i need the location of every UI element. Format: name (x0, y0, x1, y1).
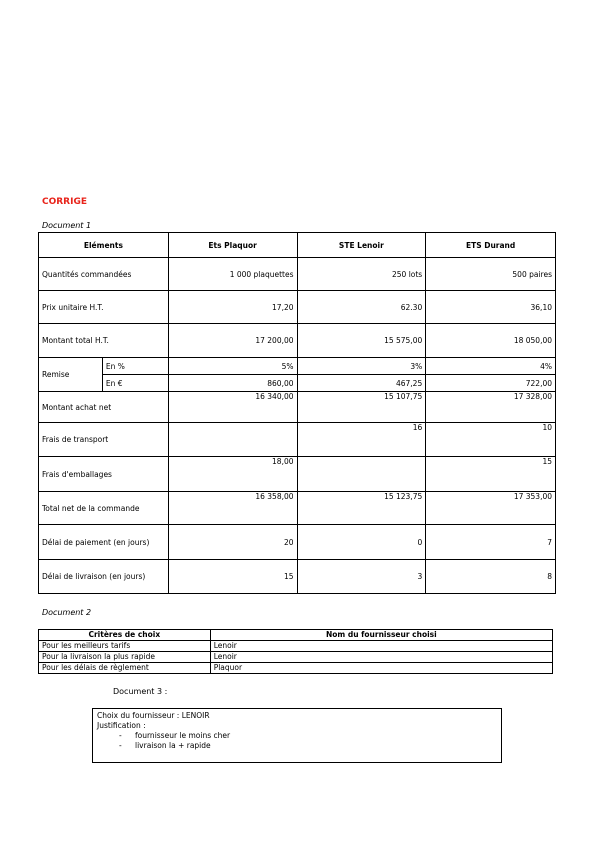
supplier-comparison-table (38, 232, 556, 594)
criteria-cell: Pour la livraison la plus rapide (39, 652, 211, 663)
table-row (39, 492, 556, 525)
cell-value (168, 423, 297, 457)
cell-value: 17 328,00 (426, 392, 556, 423)
cell-value: 17,20 (168, 291, 297, 324)
supplier-cell: Lenoir (210, 641, 552, 652)
table-row (39, 525, 556, 560)
row-label: Montant achat net (39, 392, 169, 423)
document-1-label: Document 1 (42, 221, 92, 230)
cell-value: 8 (426, 560, 556, 594)
document-3-label: Document 3 : (113, 687, 168, 696)
cell-value: 17 353,00 (426, 492, 556, 525)
supplier-choice-table (38, 629, 553, 674)
row-label: Frais d'emballages (39, 457, 169, 492)
table-row (39, 663, 553, 674)
document-2-label: Document 2 (42, 608, 92, 617)
cell-value: 16 340,00 (168, 392, 297, 423)
table-row (39, 291, 556, 324)
header-lenoir: STE Lenoir (297, 233, 426, 258)
cell-value: 500 paires (426, 258, 556, 291)
list-item-text: livraison la + rapide (135, 741, 211, 750)
table-row (39, 358, 556, 375)
cell-value: 4% (426, 358, 556, 375)
header-criteria: Critères de choix (39, 630, 211, 641)
row-label: Quantités commandées (39, 258, 169, 291)
list-item-text: fournisseur le moins cher (135, 731, 231, 740)
table-row (39, 423, 556, 457)
table-row (39, 457, 556, 492)
cell-value: 15 107,75 (297, 392, 426, 423)
justification-list (97, 731, 497, 751)
supplier-cell: Lenoir (210, 652, 552, 663)
table-row (39, 258, 556, 291)
cell-value (297, 457, 426, 492)
cell-value: 3% (297, 358, 426, 375)
cell-value: 0 (297, 525, 426, 560)
row-label: Prix unitaire H.T. (39, 291, 169, 324)
sub-label: En € (102, 375, 168, 392)
cell-value: 15 123,75 (297, 492, 426, 525)
table-row (39, 375, 556, 392)
row-label: Montant total H.T. (39, 324, 169, 358)
cell-value: 722,00 (426, 375, 556, 392)
sub-label: En % (102, 358, 168, 375)
cell-value: 18,00 (168, 457, 297, 492)
cell-value: 1 000 plaquettes (168, 258, 297, 291)
table-header-row (39, 233, 556, 258)
cell-value: 15 (426, 457, 556, 492)
criteria-cell: Pour les délais de règlement (39, 663, 211, 674)
table-row (39, 641, 553, 652)
table-row (39, 324, 556, 358)
cell-value: 62.30 (297, 291, 426, 324)
cell-value: 16 (297, 423, 426, 457)
cell-value: 36,10 (426, 291, 556, 324)
list-item (119, 731, 497, 741)
header-elements: Eléments (39, 233, 169, 258)
row-label: Remise (39, 358, 103, 392)
cell-value: 250 lots (297, 258, 426, 291)
row-label: Total net de la commande (39, 492, 169, 525)
table-row (39, 652, 553, 663)
justification-label: Justification : (97, 721, 146, 730)
table-row (39, 392, 556, 423)
header-plaquor: Ets Plaquor (168, 233, 297, 258)
row-label: Délai de livraison (en jours) (39, 560, 169, 594)
cell-value: 18 050,00 (426, 324, 556, 358)
cell-value: 15 575,00 (297, 324, 426, 358)
supplier-cell: Plaquor (210, 663, 552, 674)
supplier-choice-box (92, 708, 502, 763)
dash-bullet: - (119, 731, 122, 740)
cell-value: 467,25 (297, 375, 426, 392)
row-label: Frais de transport (39, 423, 169, 457)
table-row (39, 560, 556, 594)
table-header-row (39, 630, 553, 641)
header-supplier: Nom du fournisseur choisi (210, 630, 552, 641)
cell-value: 20 (168, 525, 297, 560)
choice-line: Choix du fournisseur : LENOIR (97, 711, 210, 720)
cell-value: 16 358,00 (168, 492, 297, 525)
cell-value: 10 (426, 423, 556, 457)
cell-value: 15 (168, 560, 297, 594)
cell-value: 7 (426, 525, 556, 560)
header-durand: ETS Durand (426, 233, 556, 258)
cell-value: 5% (168, 358, 297, 375)
cell-value: 3 (297, 560, 426, 594)
row-label: Délai de paiement (en jours) (39, 525, 169, 560)
corrige-heading: CORRIGE (42, 197, 87, 207)
cell-value: 17 200,00 (168, 324, 297, 358)
list-item (119, 741, 497, 751)
dash-bullet: - (119, 741, 122, 750)
criteria-cell: Pour les meilleurs tarifs (39, 641, 211, 652)
cell-value: 860,00 (168, 375, 297, 392)
